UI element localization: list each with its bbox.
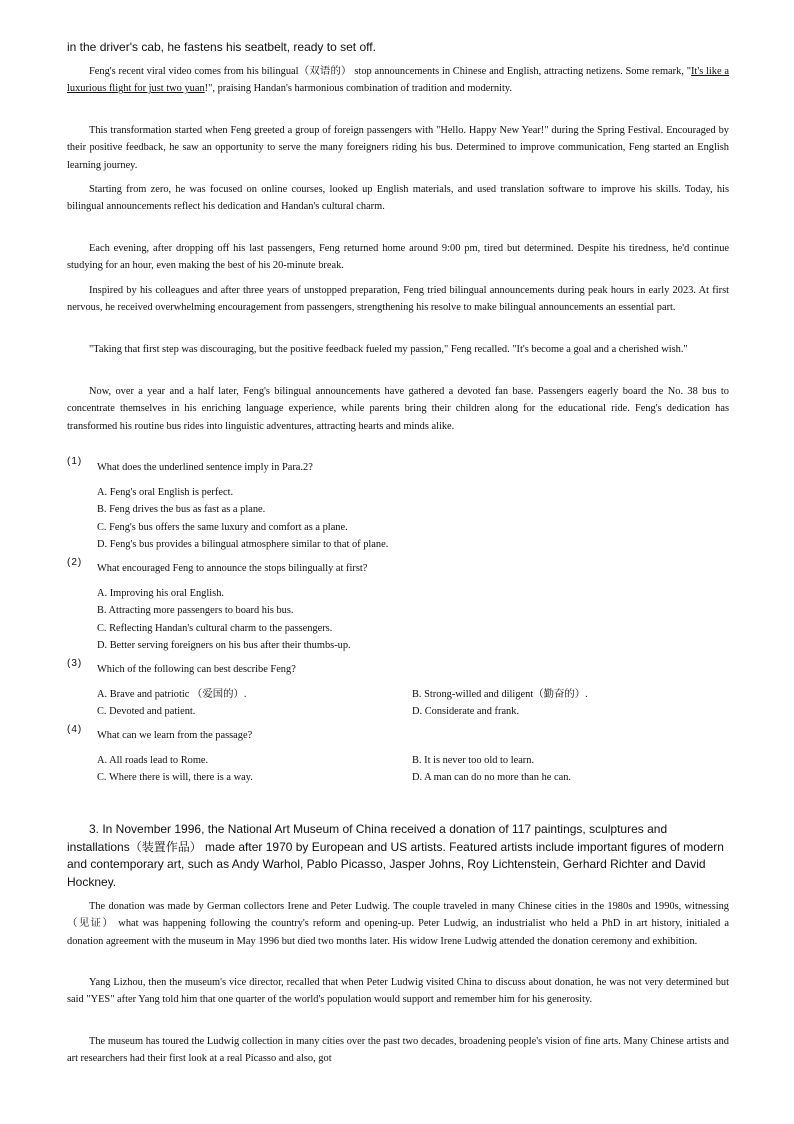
question-3-option-b[interactable]: B. Strong-willed and diligent（勤奋的）.	[412, 689, 588, 700]
intro-line: in the driver's cab, he fastens his seatbelt, ready to set off.	[67, 40, 376, 54]
question-4-option-d[interactable]: D. A man can do no more than he can.	[412, 772, 571, 783]
question-3-number: (3)	[67, 658, 83, 669]
question-4-option-c[interactable]: C. Where there is will, there is a way.	[97, 772, 253, 783]
question-1-option-a[interactable]: A. Feng's oral English is perfect.	[97, 487, 234, 498]
question-1-stem: What does the underlined sentence imply in Para.2?	[97, 462, 313, 473]
passage2-para-5: Inspired by his colleagues and after three years of unstopped preparation, Feng tried bilingual announcements during peak hours in early 2023. At first nervous, he received overwhelming encouragement from passengers, strengthening his resolve to make bilingual announcements an essential part.	[67, 285, 729, 314]
passage2-para-3: Starting from zero, he was focused on online courses, looked up English materials, and used translation software to improve his skills. Today, his bilingual announcements reflect his dedication and Handan's cultural charm.	[67, 184, 729, 213]
question-3-option-c[interactable]: C. Devoted and patient.	[97, 706, 196, 717]
passage3-para-3: The museum has toured the Ludwig collection in many cities over the past two decades, broadening people's vision of fine arts. Many Chinese artists and art researchers had their first look at a real Picasso and also, got	[67, 1036, 729, 1065]
question-2-stem: What encouraged Feng to announce the stops bilingually at first?	[97, 563, 368, 574]
para-1-text-b: !", praising Handan's harmonious combination of tradition and modernity.	[204, 83, 512, 95]
passage3-heading: 3. In November 1996, the National Art Museum of China received a donation of 117 paintings, sculptures and installations（装置作品） made after 1970 by European and US artists. Featured artists include important figures of modern and contemporary art, such as Andy Warhol, Pablo Picasso, Jasper Johns, Roy Lichtenstein, Gerhard Richter and David Hockney.	[67, 822, 724, 889]
question-4-stem: What can we learn from the passage?	[97, 730, 253, 741]
question-2-option-a[interactable]: A. Improving his oral English.	[97, 588, 224, 599]
question-3-option-d[interactable]: D. Considerate and frank.	[412, 706, 520, 717]
passage3-para-2: Yang Lizhou, then the museum's vice director, recalled that when Peter Ludwig visited China to discuss about donation, he was not very determined but said "YES" after Yang told him that one quarter of the world's population would support and remember him for his generosity.	[67, 977, 729, 1006]
question-2-option-b[interactable]: B. Attracting more passengers to board his bus.	[97, 605, 294, 616]
question-4-option-a[interactable]: A. All roads lead to Rome.	[97, 755, 209, 766]
question-2-option-c[interactable]: C. Reflecting Handan's cultural charm to the passengers.	[97, 623, 333, 634]
passage3-para-1: The donation was made by German collectors Irene and Peter Ludwig. The couple traveled in many Chinese cities in the 1980s and 1990s, witnessing（见证） what was happening following the country's reform and opening-up. Peter Ludwig, an industrialist who held a PhD in art history, initialed a donation agreement with the museum in May 1996 but died two months later. His widow Irene Ludwig attended the donation ceremony and exhibition.	[67, 901, 729, 947]
underlined-sentence: It's like a luxurious flight for just two yuan	[67, 66, 730, 95]
question-3-option-a[interactable]: A. Brave and patriotic （爱国的）.	[97, 689, 247, 700]
question-1-option-c[interactable]: C. Feng's bus offers the same luxury and comfort as a plane.	[97, 522, 348, 533]
question-1-number: (1)	[67, 456, 83, 467]
passage2-para-6: "Taking that first step was discouraging, but the positive feedback fueled my passion," Feng recalled. "It's become a goal and a cherished wish."	[89, 344, 688, 355]
passage2-para-1	[67, 63, 729, 98]
question-3-stem: Which of the following can best describe Feng?	[97, 664, 296, 675]
passage2-para-2: This transformation started when Feng greeted a group of foreign passengers with "Hello. Happy New Year!" during the Spring Festival. Encouraged by their positive feedback, he saw an opportunity to serve the many foreigners riding his bus. Determined to improve communication, Feng started an English learning journey.	[67, 125, 729, 171]
question-4-number: (4)	[67, 724, 83, 735]
question-1-option-d[interactable]: D. Feng's bus provides a bilingual atmosphere similar to that of plane.	[97, 539, 389, 550]
passage2-para-4: Each evening, after dropping off his last passengers, Feng returned home around 9:00 pm, tired but determined. Despite his tiredness, he'd continue studying for an hour, even making the best of his 20-minute break.	[67, 243, 729, 272]
question-2-number: (2)	[67, 557, 83, 568]
question-2-option-d[interactable]: D. Better serving foreigners on his bus after their thumbs-up.	[97, 640, 351, 651]
para-1-text-a: Feng's recent viral video comes from his bilingual（双语的） stop announcements in Chinese and English, attracting netizens. Some remark, "	[89, 66, 691, 77]
passage2-para-7: Now, over a year and a half later, Feng's bilingual announcements have gathered a devoted fan base. Passengers eagerly board the No. 38 bus to concentrate themselves in his enriching language experience, while parents bring their children along for the educational ride. Feng's dedication has transformed his routine bus rides into linguistic adventures, attracting hearts and minds alike.	[67, 386, 729, 432]
question-4-option-b[interactable]: B. It is never too old to learn.	[412, 755, 535, 766]
question-1-option-b[interactable]: B. Feng drives the bus as fast as a plane.	[97, 504, 266, 515]
